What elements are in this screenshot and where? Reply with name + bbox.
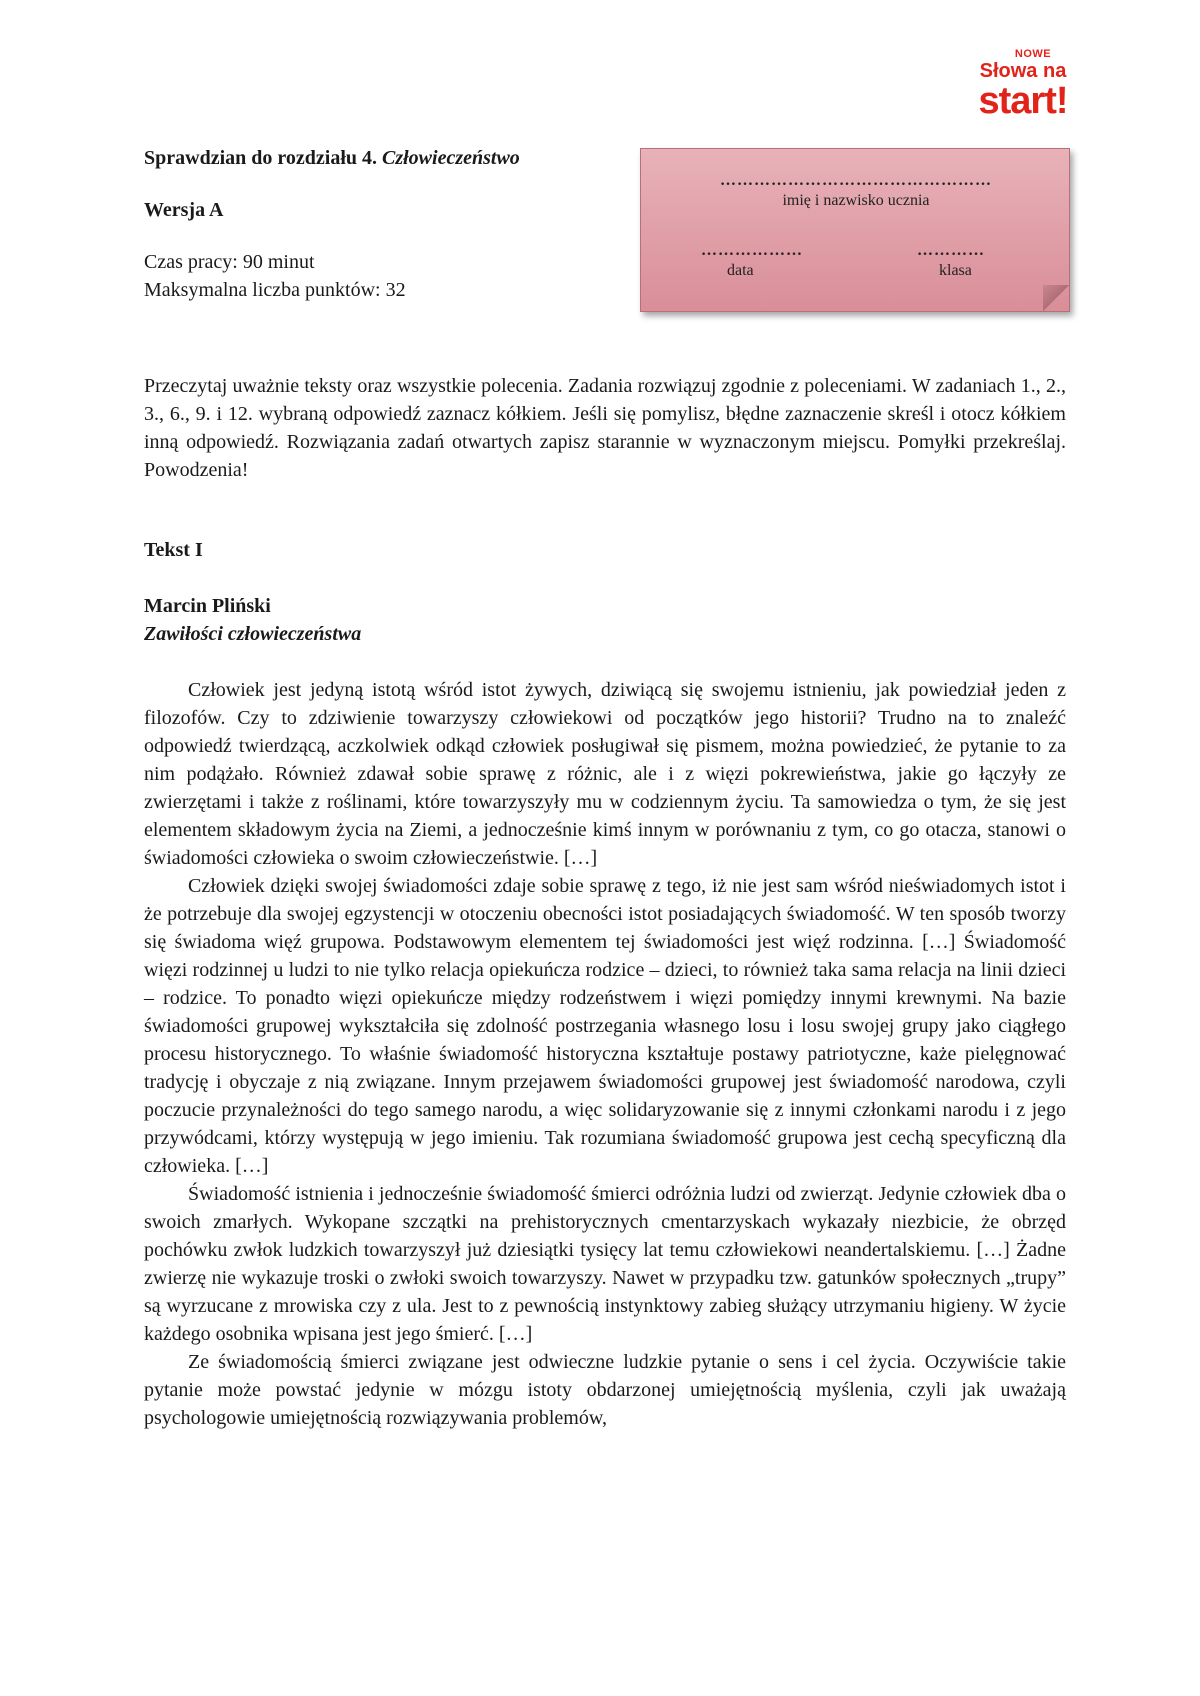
- test-version: Wersja A: [144, 199, 224, 221]
- date-field-label: data: [727, 262, 754, 279]
- text-paragraph: Świadomość istnienia i jednocześnie świadomość śmierci odróżnia ludzi od zwierząt. Jedynie człowiek dba o swoich zmarłych. Wykopane szczątki na prehistorycznych cmentarzyskach wykazały niezbicie, że obrzęd pochówku zwłok ludzkich towarzyszył już dziesiątki tysięcy lat temu człowiekowi neandertalskiemu. […] Żadne zwierzę nie wykazuje troski o zwłoki swoich towarzyszy. Nawet w przypadku tzw. gatunków społecznych „trupy” są wyrzucane z mrowiska czy z ula. Jest to z pewnością instynktowy zabieg służący utrzymaniu higieny. W życie każdego osobnika wpisana jest jego śmierć. […]: [144, 1183, 1066, 1345]
- date-field-line[interactable]: ………………: [701, 242, 803, 259]
- text-heading: Tekst I: [144, 539, 203, 561]
- test-time: Czas pracy: 90 minut: [144, 251, 315, 273]
- text-paragraph: Człowiek dzięki swojej świadomości zdaje sobie sprawę z tego, iż nie jest sam wśród nieświadomych istot i że potrzebuje dla swojej egzystencji w otoczeniu obecności istot posiadających świadomość. W ten sposób tworzy się świadoma więź grupowa. Podstawowym elementem tej świadomości jest więź rodzinna. […] Świadomość więzi rodzinnej u ludzi to nie tylko relacja opiekuńcza rodzice – dzieci, to również taka sama relacja na linii dzieci – rodzice. To ponadto więzi opiekuńcze między rodzeństwem i więzi pomiędzy innymi krewnymi. Na bazie świadomości grupowej wykształciła się zdolność postrzegania własnego losu i losu swojej grupy jako ciągłego procesu historycznego. To właśnie świadomość historyczna kształtuje postawy patriotyczne, każe pielęgnować tradycję i obyczaje z nią związane. Innym przejawem świadomości grupowej jest świadomość narodowa, czyli poczucie przynależności do tego samego narodu, a więc solidaryzowanie się z innymi członkami narodu i z jego przywódcami, którzy występują w jego imieniu. Tak rozumiana świadomość grupowa jest cechą specyficzną dla człowieka. […]: [144, 875, 1066, 1177]
- student-info-card: [640, 148, 1070, 312]
- page-curl-decoration: [1043, 285, 1069, 311]
- text-paragraph: Ze świadomością śmierci związane jest odwieczne ludzkie pytanie o sens i cel życia. Oczywiście takie pytanie może powstać jedynie w mózgu istoty obdarzonej umiejętnością myślenia, czyli jak uważają psychologowie umiejętnością rozwiązywania problemów,: [144, 1351, 1066, 1429]
- title-prefix: Sprawdzian do rozdziału 4.: [144, 147, 382, 169]
- logo-line-nowe: NOWE: [1014, 48, 1052, 60]
- text-paragraph: Człowiek jest jedyną istotą wśród istot żywych, dziwiącą się swojemu istnieniu, jak powiedział jeden z filozofów. Czy to zdziwienie towarzyszy człowiekowi od początków jego historii? Trudno na to znaleźć odpowiedź twierdzącą, aczkolwiek odkąd człowiek posługiwał się pismem, można powiedzieć, że pytanie to za nim podążało. Również zdawał sobie sprawę z różnic, ale i z więzi pokrewieństwa, jakie go łączyły ze zwierzętami i także z roślinami, które towarzyszyły mu w codziennym życiu. Ta samowiedza o tym, że się jest elementem składowym życia na Ziemi, a jednocześnie kimś innym w porównaniu z tym, co go otacza, stanowi o świadomości człowieka o swoim człowieczeństwie. […]: [144, 679, 1066, 869]
- class-field-label: klasa: [939, 262, 972, 279]
- text-author: Marcin Pliński: [144, 595, 271, 617]
- logo-line-start: start!: [978, 80, 1068, 122]
- class-field-line[interactable]: …………: [917, 242, 985, 259]
- test-instructions: Przeczytaj uważnie teksty oraz wszystkie polecenia. Zadania rozwiązuj zgodnie z poleceniami. W zadaniach 1., 2., 3., 6., 9. i 12. wybraną odpowiedź zaznacz kółkiem. Jeśli się pomylisz, błędne zaznaczenie skreśl i otocz kółkiem inną odpowiedź. Rozwiązania zadań otwartych zapisz starannie w wyznaczonym miejscu. Pomyłki przekreślaj. Powodzenia!: [144, 375, 1066, 481]
- test-header: [144, 144, 644, 304]
- logo-line-slowa: Słowa na: [979, 60, 1067, 82]
- title-chapter: Człowieczeństwo: [382, 147, 520, 169]
- text-title: Zawiłości człowieczeństwa: [144, 623, 362, 645]
- name-field-line[interactable]: …………………………………………: [720, 172, 992, 189]
- text-body: [144, 676, 1066, 1432]
- test-title: [144, 144, 644, 172]
- name-field-label: imię i nazwisko ucznia: [782, 192, 930, 209]
- publisher-logo: [968, 48, 1078, 120]
- test-max-points: Maksymalna liczba punktów: 32: [144, 279, 406, 301]
